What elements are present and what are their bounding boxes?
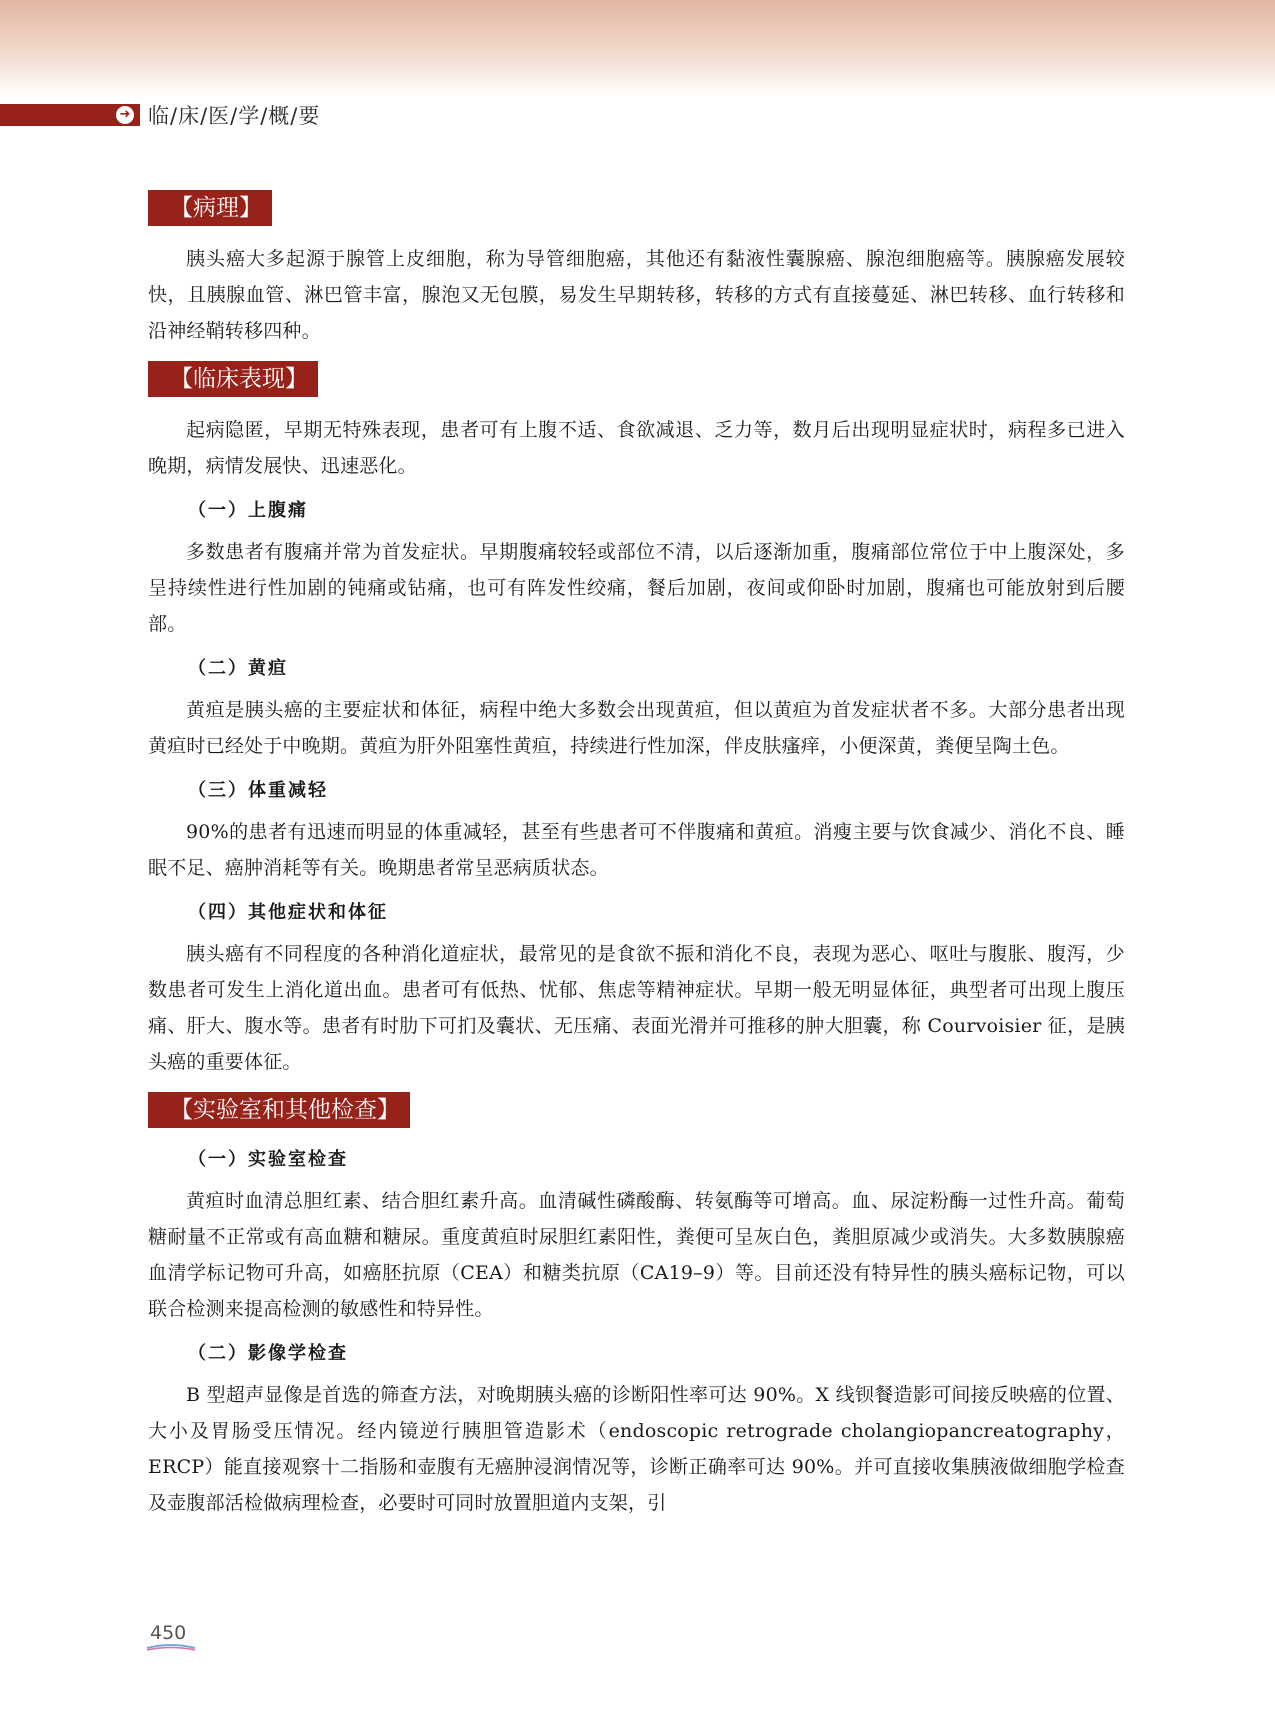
page-number: 450	[150, 1622, 187, 1644]
subheading-jaundice: （二）黄疸	[188, 658, 288, 679]
page-header-band	[0, 0, 1275, 96]
paragraph-jaundice: 黄疸是胰头癌的主要症状和体征，病程中绝大多数会出现黄疸，但以黄疸为首发症状者不多。大部分患者出现黄疸时已经处于中晚期。黄疸为肝外阻塞性黄疸，持续进行性加深，伴皮肤瘙痒，小便深黄，粪便呈陶土色。	[148, 699, 1125, 757]
running-header-title: 临/床/医/学/概/要	[148, 104, 321, 128]
section-heading-labs: 【实验室和其他检查】	[148, 1092, 410, 1128]
subheading-imaging: （二）影像学检查	[188, 1343, 348, 1364]
paragraph-abdominal-pain: 多数患者有腹痛并常为首发症状。早期腹痛较轻或部位不清，以后逐渐加重，腹痛部位常位于中上腹深处，多呈持续性进行性加剧的钝痛或钻痛，也可有阵发性绞痛，餐后加剧，夜间或仰卧时加剧，腹痛也可能放射到后腰部。	[148, 541, 1125, 635]
paragraph-other-symptoms: 胰头癌有不同程度的各种消化道症状，最常见的是食欲不振和消化不良，表现为恶心、呕吐与腹胀、腹泻，少数患者可发生上消化道出血。患者可有低热、忧郁、焦虑等精神症状。早期一般无明显体征，典型者可出现上腹压痛、肝大、腹水等。患者有时肋下可扪及囊状、无压痛、表面光滑并可推移的肿大胆囊，称 Courvoisier 征，是胰头癌的重要体征。	[148, 943, 1125, 1073]
page-body	[148, 190, 1125, 1533]
subheading-other-symptoms: （四）其他症状和体征	[188, 902, 388, 923]
section-heading-clinical: 【临床表现】	[148, 361, 318, 397]
subheading-weight-loss: （三）体重减轻	[188, 780, 328, 801]
paragraph-imaging: B 型超声显像是首选的筛查方法，对晚期胰头癌的诊断阳性率可达 90%。X 线钡餐造影可间接反映癌的位置、大小及胃肠受压情况。经内镜逆行胰胆管造影术（endoscopic retrograde cholangiopancreatography，ERCP）能直接观察十二指肠和壶腹有无癌肿浸润情况等，诊断正确率可达 90%。并可直接收集胰液做细胞学检查及壶腹部活检做病理检查，必要时可同时放置胆道内支架，引	[148, 1384, 1125, 1514]
section-heading-pathology: 【病理】	[148, 190, 272, 226]
subheading-lab-tests: （一）实验室检查	[188, 1149, 348, 1170]
arrow-right-icon: ➜	[116, 106, 134, 124]
paragraph-lab-tests: 黄疸时血清总胆红素、结合胆红素升高。血清碱性磷酸酶、转氨酶等可增高。血、尿淀粉酶一过性升高。葡萄糖耐量不正常或有高血糖和糖尿。重度黄疸时尿胆红素阳性，粪便可呈灰白色，粪胆原减少或消失。大多数胰腺癌血清学标记物可升高，如癌胚抗原（CEA）和糖类抗原（CA19–9）等。目前还没有特异性的胰头癌标记物，可以联合检测来提高检测的敏感性和特异性。	[148, 1190, 1125, 1320]
paragraph-pathology: 胰头癌大多起源于腺管上皮细胞，称为导管细胞癌，其他还有黏液性囊腺癌、腺泡细胞癌等。胰腺癌发展较快，且胰腺血管、淋巴管丰富，腺泡又无包膜，易发生早期转移，转移的方式有直接蔓延、淋巴转移、血行转移和沿神经鞘转移四种。	[148, 248, 1125, 342]
paragraph-weight-loss: 90%的患者有迅速而明显的体重减轻，甚至有些患者可不伴腹痛和黄疸。消瘦主要与饮食减少、消化不良、睡眠不足、癌肿消耗等有关。晚期患者常呈恶病质状态。	[148, 821, 1125, 879]
subheading-abdominal-pain: （一）上腹痛	[188, 500, 308, 521]
page-number-swoosh-icon	[145, 1642, 197, 1652]
paragraph-clinical-intro: 起病隐匿，早期无特殊表现，患者可有上腹不适、食欲减退、乏力等，数月后出现明显症状时，病程多已进入晚期，病情发展快、迅速恶化。	[148, 419, 1125, 477]
